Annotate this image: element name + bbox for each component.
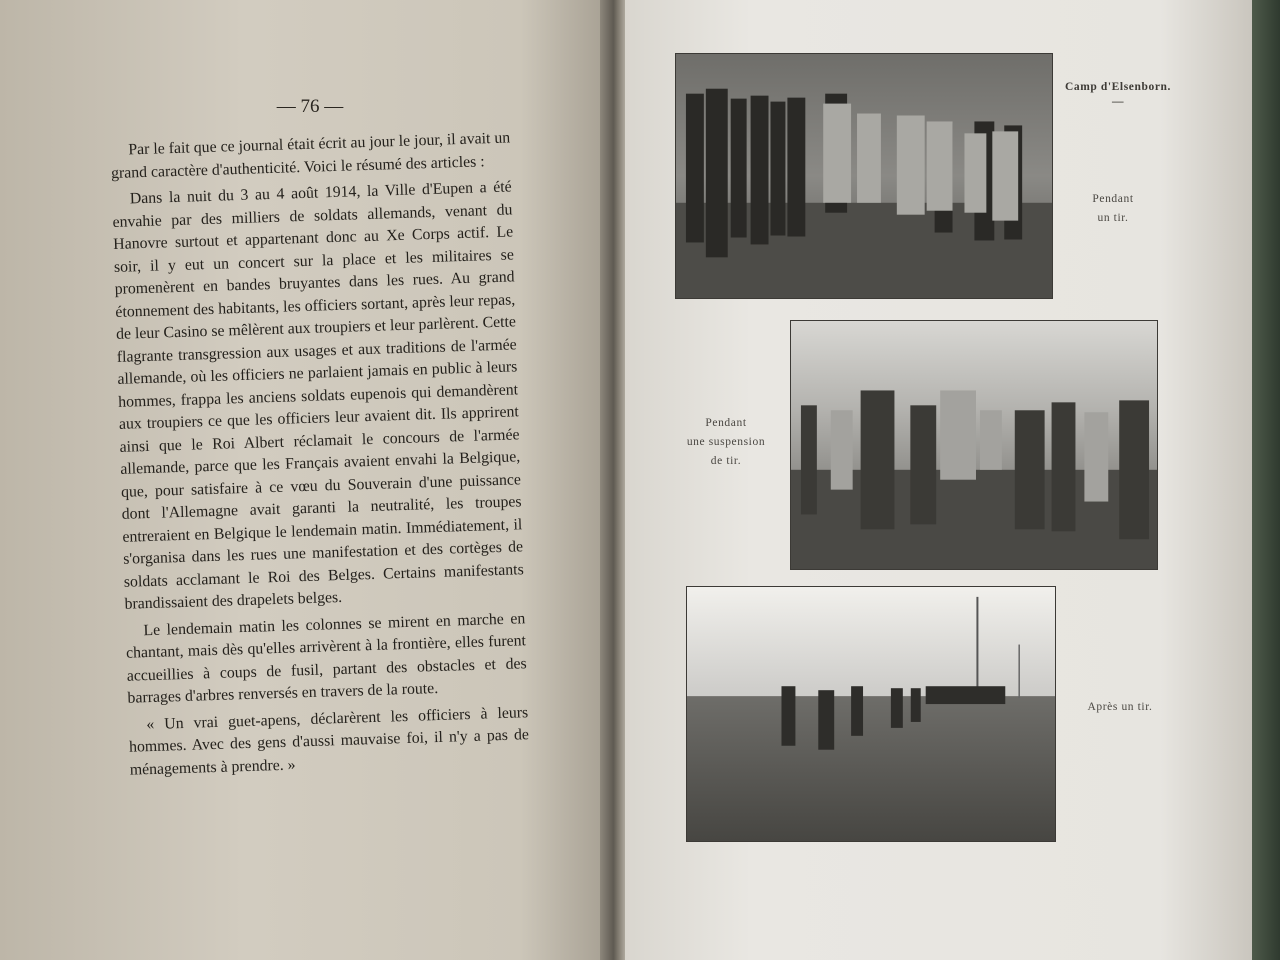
- caption-photo-3: [1070, 698, 1170, 717]
- caption-line: de tir.: [710, 455, 742, 467]
- caption-camp-elsenborn: [1058, 78, 1178, 107]
- caption-photo-1: [1068, 190, 1158, 228]
- caption-line: une suspension: [686, 436, 766, 448]
- caption-line: Après un tir.: [1087, 701, 1153, 713]
- photo-soldiers-suspension-of-firing: [790, 320, 1158, 570]
- paragraph-2: Dans la nuit du 3 au 4 août 1914, la Ville d'Eupen a été envahie par des milliers de soldats allemands, venant du Hanovre surtout et appartenant donc au Xe Corps actif. Le soir, il y eut un concert sur la place et les militaires se promenèrent en bandes bruyantes dans les rues. Au grand étonnement des habitants, les officiers sortant, après leur repas, de leur Casino se mêlèrent aux troupiers et leur parlèrent. Cette flagrante transgression aux usages et aux traditions de l'armée allemande, où les officiers ne parlaient jamais en public à leurs hommes, frappa les anciens soldats eupenois qui demandèrent aux troupiers ce que les officiers leur avaient dit. Ils apprirent ainsi que le Roi Albert réclamait le concours de l'armée allemande, parce que les Français avaient envahi la Belgique, que, pour satisfaire à ce vœu du Souverain d'une puissance dont l'Allemagne avait garanti la neutralité, les troupes entreraient en Belgique le lendemain matin. Immédiatement, il s'organisa dans les rues une manifestation et des cortèges de soldats acclamant le Roi des Belges. Certains manifestants brandissaient des drapelets belges.: [112, 178, 524, 613]
- caption-line: Pendant: [1092, 193, 1134, 205]
- caption-photo-2: [668, 414, 784, 471]
- caption-dash: —: [1111, 96, 1125, 108]
- paragraph-3: Le lendemain matin les colonnes se mirent en marche en chantant, mais dès qu'elles arrivèrent à la frontière, elles furent accueillies à coups de fusil, partant des obstacles et des barrages d'arbres renversés en travers de la route.: [125, 609, 527, 707]
- photo-officers-after-firing: [686, 586, 1056, 842]
- body-text: [110, 127, 530, 785]
- page-number: — 76 —: [276, 96, 344, 117]
- paragraph-1: Par le fait que ce journal était écrit au jour le jour, il avait un grand caractère d'authenticité. Voici le résumé des articles :: [110, 129, 511, 182]
- caption-line: Pendant: [705, 417, 747, 429]
- caption-camp-text: Camp d'Elsenborn.: [1064, 81, 1172, 93]
- caption-line: un tir.: [1097, 212, 1129, 224]
- book-cover-edge: [1252, 0, 1280, 960]
- photo-officers-during-firing: [675, 53, 1053, 299]
- left-page: [0, 0, 612, 960]
- paragraph-4: « Un vrai guet-apens, déclarèrent les officiers à leurs hommes. Avec des gens d'aussi mauvaise foi, il n'y a pas de ménagements à prendre. »: [128, 703, 530, 779]
